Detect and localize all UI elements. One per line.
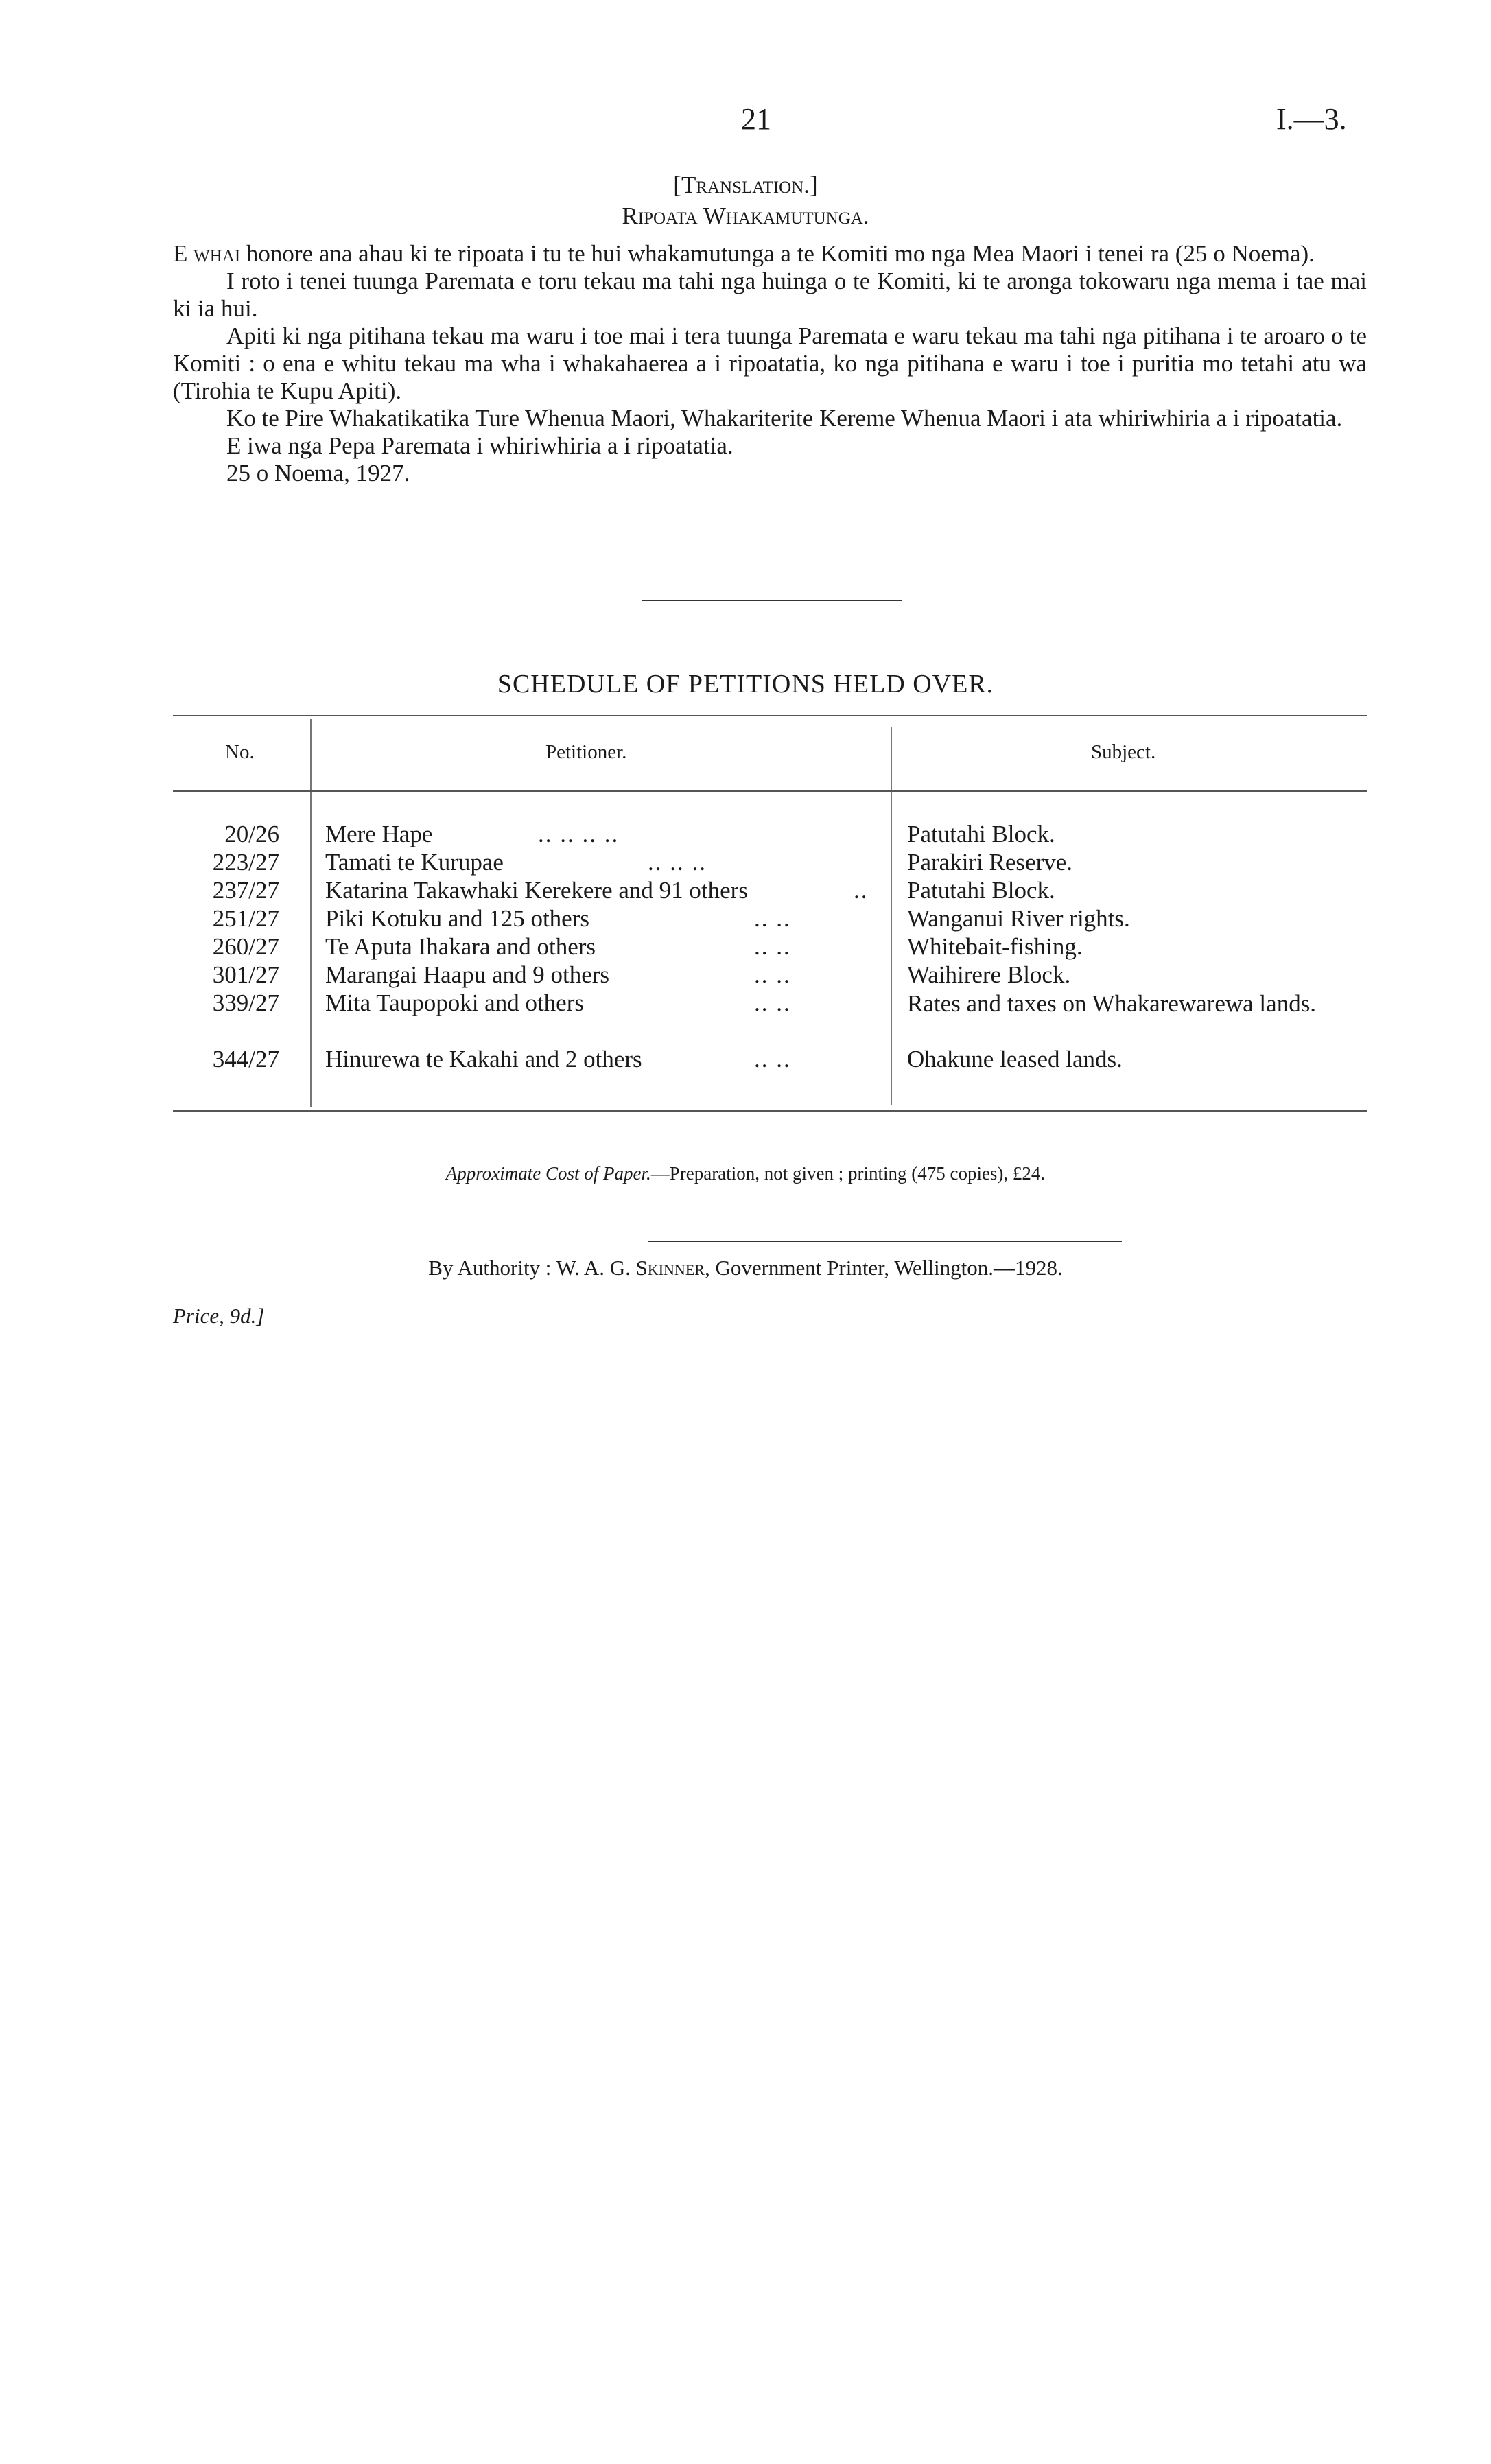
petition-number: 20/26 — [224, 821, 279, 847]
table-row — [173, 849, 1367, 877]
cost-text: —Preparation, not given ; printing (475 copies), £24. — [650, 1163, 1046, 1184]
paragraph-1-lead: E whai — [173, 240, 241, 267]
petition-number: 251/27 — [212, 905, 279, 932]
petition-subject: Wanganui River rights. — [907, 905, 1130, 932]
leader-dots: .. — [854, 877, 869, 904]
report-title: Ripoata Whakamutunga. — [622, 202, 869, 229]
leader-dots: .. .. — [754, 933, 791, 960]
translation-heading: [Translation.] — [673, 172, 818, 198]
printing-authority — [0, 1256, 1491, 1280]
table-row — [173, 821, 1367, 849]
header-petitioner: Petitioner. — [545, 741, 627, 763]
leader-dots: .. .. — [754, 961, 791, 988]
page-number: 21 — [741, 102, 771, 136]
report-body — [173, 240, 1367, 487]
petitioner-name: Hinurewa te Kakahi and 2 others — [325, 1046, 642, 1072]
price: Price, 9d.] — [173, 1304, 265, 1328]
header-no: No. — [225, 741, 255, 763]
table-row — [173, 905, 1367, 933]
petitioner-name: Mita Taupopoki and others — [325, 989, 584, 1016]
authority-rule — [648, 1241, 1122, 1242]
table-row — [173, 933, 1367, 961]
petition-number: 223/27 — [212, 849, 279, 876]
petition-subject: Patutahi Block. — [907, 877, 1055, 904]
leader-dots: .. .. .. .. — [538, 821, 620, 847]
petition-subject: Waihirere Block. — [907, 961, 1071, 988]
petition-subject: Whitebait-fishing. — [907, 933, 1083, 960]
petition-subject: Rates and taxes on Whakarewarewa lands. — [907, 990, 1317, 1017]
table-row — [173, 877, 1367, 905]
leader-dots: .. .. — [754, 1046, 791, 1072]
paragraph-1-text: honore ana ahau ki te ripoata i tu te hui whakamutunga a te Komiti mo nga Mea Maori i tenei ra (25 o Noema). — [240, 240, 1315, 267]
table-top-rule — [173, 715, 1367, 716]
paragraph-4: Ko te Pire Whakatikatika Ture Whenua Maori, Whakariterite Kereme Whenua Maori i ata whiriwhiria a i ripoatatia. — [226, 405, 1343, 432]
paragraph-2: I roto i tenei tuunga Paremata e toru tekau ma tahi nga huinga o te Komiti, ki te aronga tokowaru nga mema i tae mai ki ia hui. — [173, 268, 1367, 322]
paragraph-1 — [173, 240, 1367, 268]
table-bottom-rule — [173, 1110, 1367, 1112]
petitioner-name: Te Aputa Ihakara and others — [325, 933, 596, 960]
petition-subject: Patutahi Block. — [907, 821, 1055, 847]
schedule-title: SCHEDULE OF PETITIONS HELD OVER. — [497, 670, 994, 699]
table-row — [173, 1046, 1367, 1074]
table-row — [173, 961, 1367, 989]
petition-subject: Parakiri Reserve. — [907, 849, 1073, 876]
petitioner-name: Marangai Haapu and 9 others — [325, 961, 610, 988]
authority-suffix: , Government Printer, Wellington.—1928. — [704, 1256, 1063, 1280]
paragraph-6-date: 25 o Noema, 1927. — [226, 460, 410, 486]
petition-number: 339/27 — [212, 989, 279, 1016]
cost-of-paper — [0, 1163, 1491, 1184]
document-reference: I.—3. — [1276, 102, 1347, 136]
petitioner-name: Piki Kotuku and 125 others — [325, 905, 589, 932]
table-row — [173, 989, 1367, 1046]
table-header-rule — [173, 790, 1367, 792]
header-subject: Subject. — [1091, 741, 1156, 763]
leader-dots: .. .. — [754, 905, 791, 932]
leader-dots: .. .. — [754, 989, 791, 1016]
petition-number: 301/27 — [212, 961, 279, 988]
petition-number: 344/27 — [212, 1046, 279, 1072]
petition-number: 237/27 — [212, 877, 279, 904]
petitioner-name: Tamati te Kurupae — [325, 849, 504, 876]
section-divider — [642, 600, 902, 601]
petition-number: 260/27 — [212, 933, 279, 960]
petitioner-name: Katarina Takawhaki Kerekere and 91 others — [325, 877, 748, 904]
petitioner-name: Mere Hape — [325, 821, 433, 847]
petition-subject: Ohakune leased lands. — [907, 1046, 1123, 1072]
authority-prefix: By Authority : W. A. G. — [428, 1256, 636, 1280]
cost-label: Approximate Cost of Paper. — [445, 1163, 651, 1184]
printer-name: Skinner — [635, 1256, 705, 1280]
leader-dots: .. .. .. — [648, 849, 707, 876]
paragraph-3: Apiti ki nga pitihana tekau ma waru i toe mai i tera tuunga Paremata e waru tekau ma tahi nga pitihana i te aroaro o te Komiti : o ena e whitu tekau ma wha i whakahaerea a i ripoatatia, ko nga pitihana e waru i toe i puritia mo tetahi atu wa (Tirohia te Kupu Apiti). — [173, 322, 1367, 404]
paragraph-5: E iwa nga Pepa Paremata i whiriwhiria a i ripoatatia. — [226, 432, 733, 459]
